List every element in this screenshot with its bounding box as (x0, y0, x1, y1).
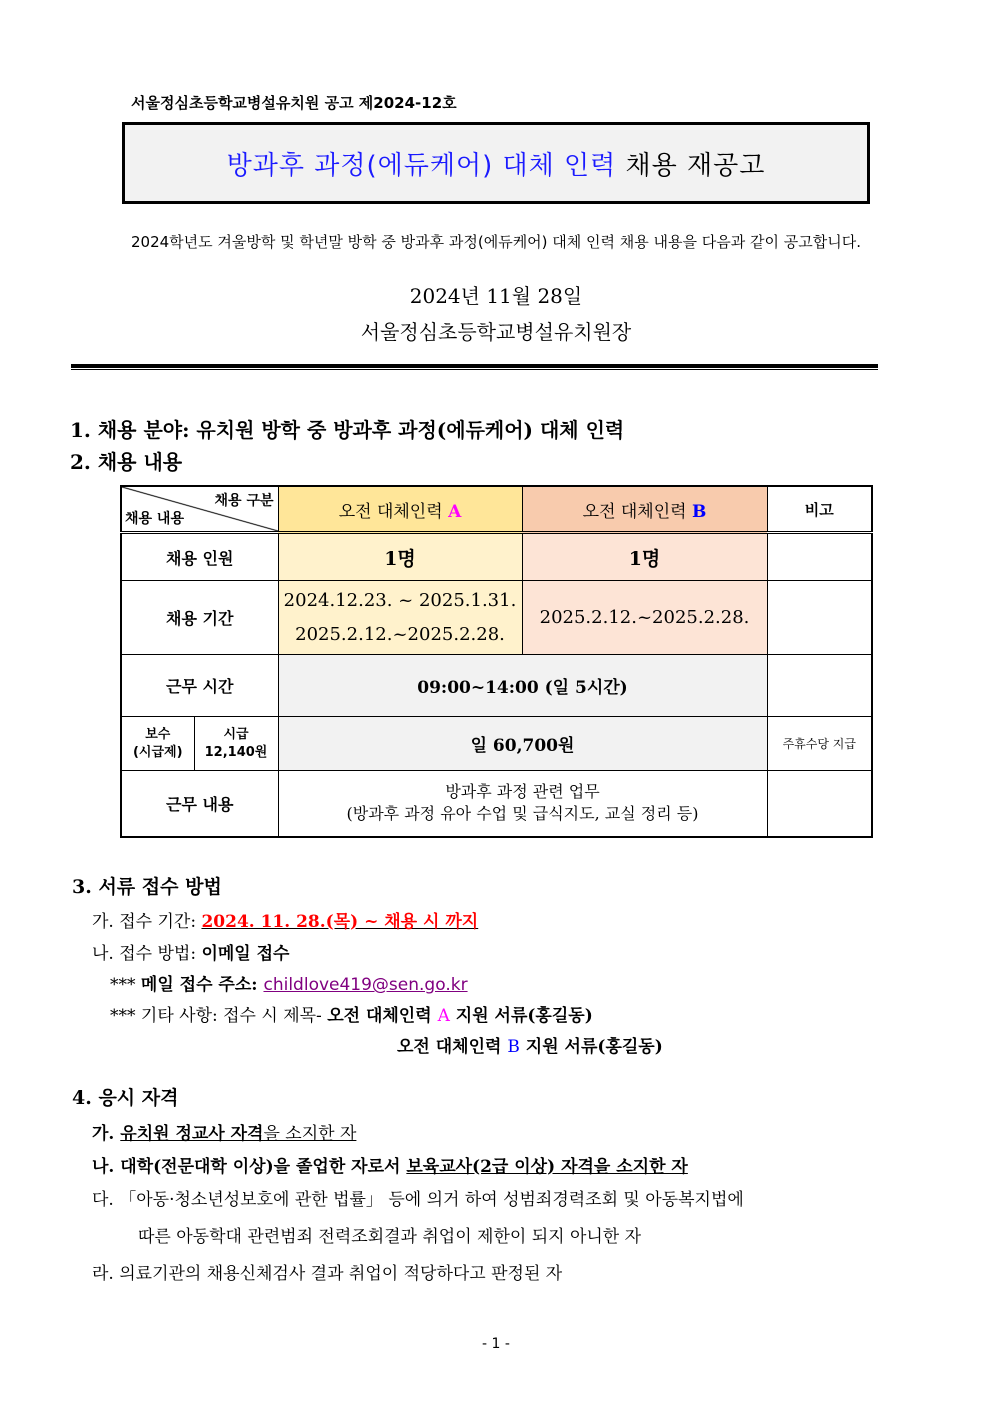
section-1-heading: 1. 채용 분야: 유치원 방학 중 방과후 과정(에듀케어) 대체 인력 (70, 418, 625, 442)
period-a: 2024.12.23. ~ 2025.1.31. 2025.2.12.~2025.2.28. (278, 581, 522, 655)
receipt-period-value: 2024. 11. 28.(목) ~ 채용 시 까지 (201, 912, 479, 932)
hours-note (767, 655, 872, 717)
col-header-b: 오전 대체인력 B (522, 486, 767, 533)
period-b: 2025.2.12.~2025.2.28. (522, 581, 767, 655)
email-line: *** 메일 접수 주소: childlove419@sen.go.kr (110, 975, 468, 995)
col-header-note: 비고 (767, 486, 872, 533)
qualification-da-2: 따른 아동학대 관련범죄 전력조회결과 취업이 제한이 되지 아니한 자 (138, 1227, 642, 1247)
row-label: 채용 인원 (121, 533, 278, 581)
table-row-hours (121, 655, 872, 717)
headcount-note (767, 533, 872, 581)
headcount-b: 1명 (522, 533, 767, 581)
qualification-ra: 라. 의료기관의 채용신체검사 결과 취업이 적당하다고 판정된 자 (92, 1264, 563, 1284)
table-header-row (121, 486, 872, 533)
table-row-headcount (121, 533, 872, 581)
section-4-heading: 4. 응시 자격 (72, 1087, 179, 1109)
duties-note (767, 771, 872, 837)
table-row-duties (121, 771, 872, 837)
pay-value: 일 60,700원 (278, 717, 767, 771)
recruitment-table (120, 485, 873, 838)
title-main: 방과후 과정(에듀케어) 대체 인력 (226, 150, 617, 181)
pay-label: 보수 (시급제) (121, 717, 194, 771)
receipt-method: 나. 접수 방법: 이메일 접수 (92, 944, 290, 964)
duties-value: 방과후 과정 관련 업무 (방과후 과정 유아 수업 및 급식지도, 교실 정리 등) (278, 771, 767, 837)
title-box (122, 122, 870, 204)
divider-thick (71, 364, 878, 368)
headcount-a: 1명 (278, 533, 522, 581)
hours-value: 09:00~14:00 (일 5시간) (278, 655, 767, 717)
receipt-period: 가. 접수 기간: 2024. 11. 28.(목) ~ 채용 시 까지 (92, 912, 479, 932)
qualification-ga: 가. 유치원 정교사 자격을 소지한 자 (92, 1124, 357, 1144)
col-header-a: 오전 대체인력 A (278, 486, 522, 533)
table-row-pay (121, 717, 872, 771)
section-2-heading: 2. 채용 내용 (70, 450, 183, 474)
email-link[interactable]: childlove419@sen.go.kr (263, 975, 468, 995)
page-number: - 1 - (482, 1336, 510, 1352)
corner-cell (121, 486, 278, 533)
notice-date: 2024년 11월 28일 (409, 284, 583, 308)
section-3-heading: 3. 서류 접수 방법 (72, 876, 222, 898)
etc-line-2: 오전 대체인력 B 지원 서류(홍길동) (397, 1037, 663, 1057)
corner-top-label: 채용 구분 (214, 493, 274, 509)
row-label: 근무 내용 (121, 771, 278, 837)
title-suffix: 채용 재공고 (625, 150, 766, 181)
qualification-da-1: 다. 「아동·청소년성보호에 관한 법률」 등에 의거 하여 성범죄경력조회 및 아동복지법에 (92, 1190, 744, 1210)
row-label: 채용 기간 (121, 581, 278, 655)
corner-bottom-label: 채용 내용 (125, 511, 184, 527)
row-label: 근무 시간 (121, 655, 278, 717)
pay-rate: 시급 12,140원 (194, 717, 278, 771)
divider-thin (71, 369, 878, 370)
qualification-na: 나. 대학(전문대학 이상)을 졸업한 자로서 보육교사(2급 이상) 자격을 소지한 자 (92, 1157, 688, 1177)
table-row-period (121, 581, 872, 655)
notice-number: 서울정심초등학교병설유치원 공고 제2024-12호 (131, 94, 457, 112)
pay-note: 주휴수당 지급 (767, 717, 872, 771)
period-note (767, 581, 872, 655)
signer: 서울정심초등학교병설유치원장 (360, 320, 632, 344)
intro-text: 2024학년도 겨울방학 및 학년말 방학 중 방과후 과정(에듀케어) 대체 인력 채용 내용을 다음과 같이 공고합니다. (131, 233, 861, 251)
etc-line: *** 기타 사항: 접수 시 제목- 오전 대체인력 A 지원 서류(홍길동) (110, 1006, 593, 1026)
